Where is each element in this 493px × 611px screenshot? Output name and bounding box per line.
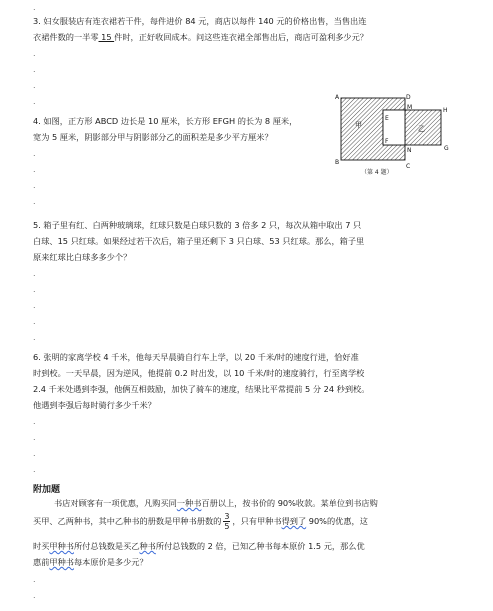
question-4-line-1: 4. 如图，正方形 ABCD 边长是 10 厘米，长方形 EFGH 的长为 8 厘米，	[33, 116, 298, 126]
label-g: G	[444, 145, 449, 152]
q3-underlined-number: 15	[98, 32, 115, 42]
geometry-figure	[333, 90, 458, 180]
label-c: C	[406, 163, 411, 170]
paragraph-mark: .	[33, 81, 36, 90]
extra-line-2	[33, 512, 368, 531]
extra-l4-post: 每本原价是多少元？	[73, 557, 148, 567]
question-6-line-4: 他遇到李强后每时骑行多少千米？	[33, 400, 156, 410]
question-6-line-2: 时到校。一天早晨，因为逆风，他提前 0.2 时出发，以 10 千米/时的速度骑行，行至离学校	[33, 368, 365, 378]
question-4-line-2: 宽为 5 厘米，阴影部分甲与阴影部分乙的面积差是多少平方厘米？	[33, 132, 273, 142]
fraction-denominator: 5	[224, 522, 230, 531]
label-a: A	[335, 94, 340, 101]
label-f: F	[385, 138, 389, 145]
extra-l3-wavy-2: 种书	[139, 541, 156, 551]
extra-l2-post: 90%的优惠，这	[306, 516, 368, 526]
extra-question-heading: 附加题	[33, 485, 61, 495]
extra-l1-wavy: 一种书	[176, 498, 202, 508]
extra-line-4	[33, 557, 148, 568]
paragraph-mark: .	[33, 165, 36, 174]
figure-caption: （第 4 题）	[361, 169, 393, 176]
paragraph-mark: .	[33, 591, 36, 600]
extra-line-1	[54, 498, 378, 509]
extra-l1-pre: 书店对顾客有一项优惠，凡购买同	[54, 498, 177, 508]
question-6-line-1: 6. 张明的家离学校 4 千米，他每天早晨骑自行车上学，以 20 千米/时的速度行进，恰好准	[33, 352, 359, 362]
label-jia: 甲	[355, 121, 362, 129]
label-b: B	[335, 159, 340, 166]
label-yi: 乙	[418, 125, 425, 133]
paragraph-mark: .	[33, 49, 36, 58]
paragraph-mark: .	[33, 197, 36, 206]
extra-l2-mid: ，只有甲种书	[232, 516, 282, 526]
extra-line-3	[33, 541, 365, 552]
paragraph-mark: .	[33, 465, 36, 474]
label-e: E	[385, 115, 389, 122]
extra-l2-wavy: 得到了	[281, 516, 307, 526]
question-6-line-3: 2.4 千米处遇到李强，他俩互相鼓励，加快了骑车的速度，结果比平常提前 5 分 24 秒到校。	[33, 384, 370, 394]
fraction-numerator: 3	[224, 512, 230, 521]
paragraph-mark: .	[33, 333, 36, 342]
paragraph-mark: .	[33, 65, 36, 74]
label-h: H	[443, 107, 448, 114]
paragraph-mark: .	[33, 181, 36, 190]
extra-l2-pre: 买甲、乙两种书，其中乙种书的册数是甲种书册数的	[33, 516, 222, 526]
paragraph-mark: .	[33, 417, 36, 426]
fraction	[223, 512, 230, 531]
paragraph-mark: .	[33, 97, 36, 106]
paragraph-mark: .	[33, 449, 36, 458]
label-n: N	[407, 147, 412, 154]
paragraph-mark: .	[33, 3, 36, 12]
extra-l3-post: 所付总钱数的 2 倍，已知乙种书每本原价 1.5 元，那么优	[155, 541, 365, 551]
paragraph-mark: .	[33, 575, 36, 584]
extra-l3-pre: 时买	[33, 541, 50, 551]
extra-l4-wavy: 甲种书	[49, 557, 74, 567]
extra-l1-post: 百册以上，按书价的 90%收款。某单位到书店购	[201, 498, 378, 508]
q3-text-post: 件时，正好收回成本。问这些连衣裙全部售出后，商店可盈利多少元？	[114, 32, 368, 42]
paragraph-mark: .	[33, 317, 36, 326]
extra-l3-wavy-1: 甲种书	[49, 541, 74, 551]
extra-l3-mid: 所付总钱数是买乙	[73, 541, 140, 551]
label-m: M	[407, 104, 413, 111]
q3-text-pre: 衣裙件数的一半零	[33, 32, 99, 42]
paragraph-mark: .	[33, 269, 36, 278]
paragraph-mark: .	[33, 433, 36, 442]
question-5-line-1: 5. 箱子里有红、白两种玻璃球，红球只数是白球只数的 3 倍多 2 只，每次从箱中取出 7 只	[33, 220, 362, 230]
label-d: D	[406, 94, 411, 101]
question-5-line-2: 白球、15 只红球。如果经过若干次后，箱子里还剩下 3 只白球、53 只红球。那么，箱子里	[33, 236, 365, 246]
question-3-line-2	[33, 32, 368, 43]
paragraph-mark: .	[33, 301, 36, 310]
paragraph-mark: .	[33, 285, 36, 294]
paragraph-mark: .	[33, 149, 36, 158]
question-5-line-3: 原来红球比白球多多少个？	[33, 252, 132, 262]
question-3-line-1: 3. 妇女服装店有连衣裙若干件，每件进价 84 元，商店以每件 140 元的价格出售，当售出连	[33, 16, 367, 26]
extra-l4-pre: 惠前	[33, 557, 50, 567]
